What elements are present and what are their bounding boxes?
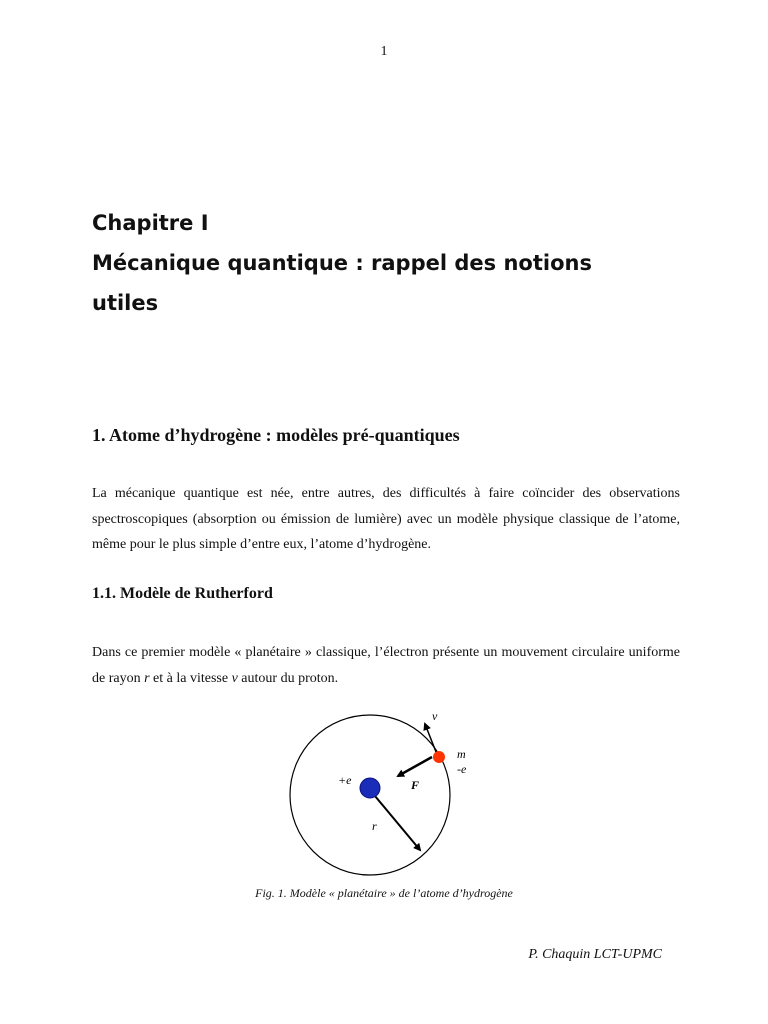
- section-paragraph: La mécanique quantique est née, entre autres, des difficultés à faire coïncider des observations spectroscopiques (absorption ou émission de lumière) avec un modèle physique classique de l’atome, même pour le plus simple d’entre eux, l’atome d’hydrogène.: [92, 486, 680, 552]
- electron: [433, 751, 445, 763]
- velocity-symbol: v: [231, 670, 238, 686]
- chapter-title-line1: Mécanique quantique : rappel des notions: [92, 251, 592, 275]
- radius-arrow: [370, 790, 420, 850]
- planetary-atom-diagram: [280, 700, 480, 880]
- section-heading: 1. Atome d’hydrogène : modèles pré-quantiques: [92, 425, 460, 445]
- figure-caption: Fig. 1. Modèle « planétaire » de l’atome d’hydrogène: [255, 886, 513, 900]
- paragraph-text-mid: et à la vitesse: [149, 670, 232, 686]
- paragraph-text-end: autour du proton.: [237, 670, 339, 686]
- mass-label: m: [457, 747, 466, 761]
- author-footer: P. Chaquin LCT-UPMC: [528, 947, 662, 962]
- radius-symbol: r: [144, 670, 150, 686]
- proton-charge-label: +e: [338, 773, 352, 787]
- force-label: F: [411, 778, 420, 792]
- page-number: 1: [380, 44, 388, 59]
- rutherford-figure: [280, 700, 480, 880]
- paragraph-text-start: Dans ce premier modèle « planétaire » classique, l’électron présente un mouvement circulaire uniforme de rayon: [92, 645, 680, 686]
- subsection-paragraph: [92, 640, 680, 691]
- chapter-label: Chapitre I: [92, 211, 209, 235]
- chapter-heading: [92, 203, 712, 323]
- subsection-heading: 1.1. Modèle de Rutherford: [92, 585, 273, 602]
- velocity-label: v: [432, 709, 438, 723]
- radius-label: r: [372, 819, 377, 833]
- chapter-title-line2: utiles: [92, 291, 159, 315]
- force-arrow: [398, 757, 432, 776]
- electron-charge-label: -e: [457, 762, 467, 776]
- proton: [360, 778, 380, 798]
